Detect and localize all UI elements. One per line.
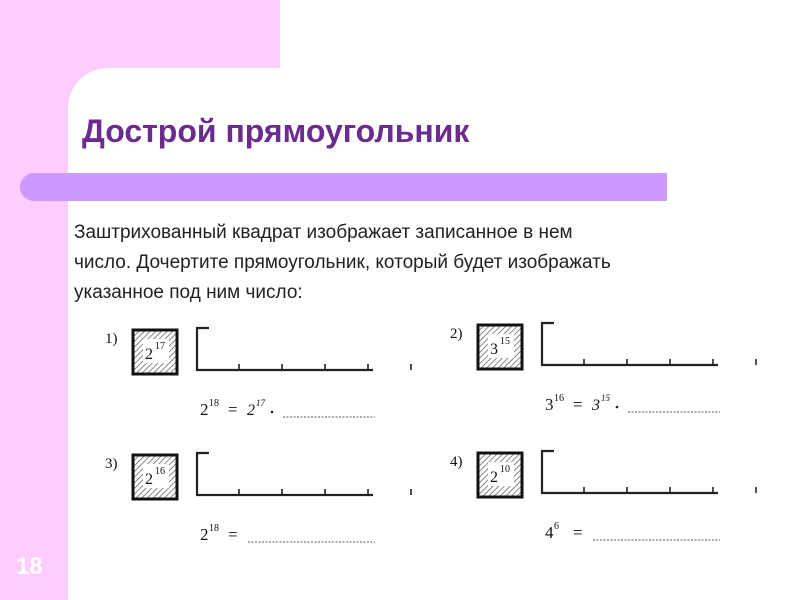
equals-sign: = [228, 400, 238, 419]
slide-title: Дострой прямоугольник [82, 113, 470, 149]
rectangle-frame [542, 451, 718, 493]
square-exponent: 15 [500, 336, 510, 347]
exercise-3 [105, 453, 411, 544]
target-base: 3 [545, 395, 554, 414]
instruction-line-2: число. Дочертите прямоугольник, который будет изображать [74, 252, 611, 273]
square-exponent: 10 [500, 464, 510, 475]
square-base: 3 [490, 341, 498, 358]
equals-sign: = [573, 395, 583, 414]
multiply-dot [271, 411, 274, 414]
exercise-label: 2) [450, 326, 463, 342]
square-base: 2 [490, 469, 498, 486]
target-base: 2 [200, 525, 209, 544]
exercise-label: 4) [450, 454, 463, 470]
target-exponent: 6 [554, 521, 559, 532]
square-base: 2 [145, 346, 153, 363]
multiply-dot [616, 406, 619, 409]
instruction-line-3: указанное под ним число: [74, 282, 303, 303]
square-base: 2 [145, 471, 153, 488]
target-base: 2 [200, 400, 209, 419]
target-base: 4 [545, 523, 554, 542]
rectangle-frame [542, 323, 718, 365]
page-number: 18 [16, 553, 43, 580]
rectangle-frame [197, 453, 373, 495]
square-exponent: 17 [155, 341, 165, 352]
instruction-line-1: Заштрихованный квадрат изображает записанное в нем [74, 222, 573, 243]
exercise-4 [450, 451, 756, 542]
exercise-2 [450, 323, 756, 414]
answer-exponent: 17 [256, 398, 265, 408]
exercise-label: 1) [105, 331, 118, 347]
target-exponent: 16 [554, 393, 564, 404]
target-exponent: 18 [209, 398, 219, 409]
equals-sign: = [228, 525, 238, 544]
exercise-1 [105, 328, 411, 419]
equals-sign: = [573, 523, 583, 542]
target-exponent: 18 [209, 523, 219, 534]
exercise-label: 3) [105, 456, 118, 472]
rectangle-frame [197, 328, 373, 370]
answer-base: 2 [247, 402, 255, 419]
answer-base: 3 [592, 397, 600, 414]
square-exponent: 16 [155, 466, 165, 477]
answer-exponent: 15 [601, 393, 610, 403]
